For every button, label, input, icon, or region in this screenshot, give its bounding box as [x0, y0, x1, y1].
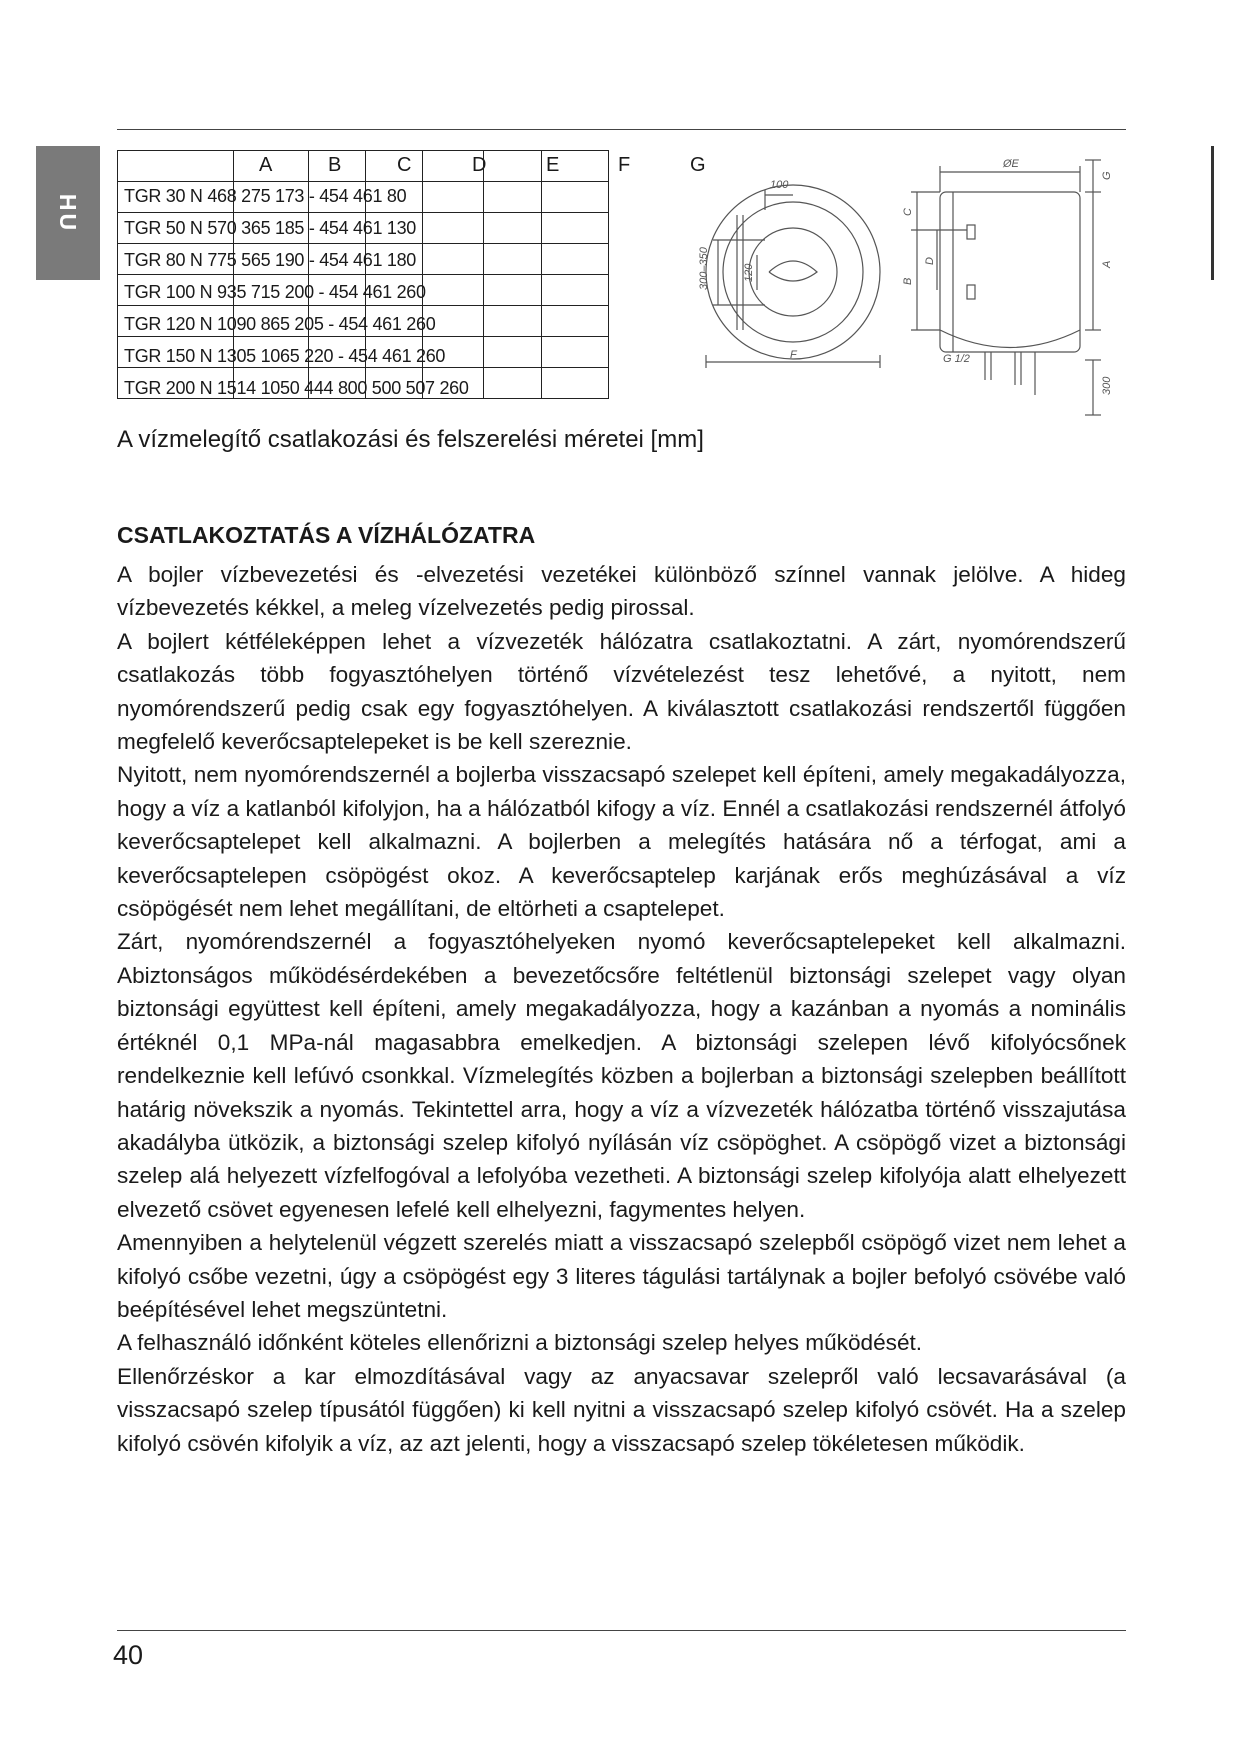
paragraph: A bojler vízbevezetési és -elvezetési vezetékei különböző színnel vannak jelölve. A hideg vízbevezetés kékkel, a meleg vízelvezetés pedig pirossal. — [117, 562, 1126, 621]
paragraph: Amennyiben a helytelenül végzett szerelés miatt a visszacsapó szelepből csöpögő vizet nem lehet a kifolyó csőbe vezetni, úgy a csöpögést egy 3 literes tágulási tartálynak a bojler befolyó csövébe való beépítésével lehet megszüntetni. — [117, 1230, 1126, 1322]
label-a: A — [1101, 260, 1113, 268]
boiler-dimension-drawing — [685, 150, 1135, 425]
margin-mark — [1211, 146, 1214, 280]
label-120: 120 — [743, 263, 755, 282]
language-tab-label: HU — [55, 193, 82, 233]
paragraph: Ellenőrzéskor a kar elmozdításával vagy az anyacsavar szelepről való lecsavarásával (a visszacsapó szelep típusától függően) ki kell nyitni a visszacsapó szelep kifolyó csövét. Ha a szelep kifolyó csövén kifolyik a víz, az azt jelenti, hogy a visszacsapó szelep tökéletesen működik. — [117, 1363, 1126, 1456]
column-header-a: A — [259, 154, 273, 176]
page-number: 40 — [113, 1640, 144, 1670]
column-header-d: D — [472, 154, 487, 176]
table-row-text-tgr120: TGR 120 N 1090 865 205 - 454 461 260 — [124, 314, 436, 334]
table-row-text-tgr200: TGR 200 N 1514 1050 444 800 500 507 260 — [124, 378, 469, 398]
label-c: C — [902, 208, 914, 216]
label-g: G — [1101, 171, 1113, 180]
label-f: F — [790, 349, 797, 361]
label-e: ØE — [1003, 158, 1019, 170]
column-header-g: G — [690, 154, 706, 176]
figure-caption: A vízmelegítő csatlakozási és felszerelési méretei [mm] — [117, 426, 704, 453]
header-rule — [117, 129, 1126, 130]
label-300-350: 300–350 — [698, 247, 710, 290]
label-100: 100 — [770, 179, 789, 191]
label-b: B — [902, 277, 914, 285]
boiler-outer-circle — [706, 185, 880, 359]
table-row-text-tgr30: TGR 30 N 468 275 173 - 454 461 80 — [124, 186, 407, 206]
section-body — [117, 558, 1126, 1460]
paragraph: Nyitott, nem nyomórendszernél a bojlerba visszacsapó szelepet kell építeni, amely megakadályozza, hogy a víz a katlanból kifolyjon, ha a hálózatból kifogy a víz. Ennél a csatlakozási rendszernél átfolyó keverőcsaptelepet kell alkalmazni. A bojlerben a melegítés hatására nő a térfogat, ami a keverőcsaptelepen csöpögést okoz. A keverőcsaptelep karjának erős meghúzásával a víz csöpögését nem lehet megállítani, de eltörheti a csaptelepet. — [117, 762, 1126, 922]
label-d: D — [924, 257, 936, 265]
boiler-flange-circle — [749, 228, 837, 316]
column-header-f: F — [618, 154, 631, 176]
table-row-text-tgr100: TGR 100 N 935 715 200 - 454 461 260 — [124, 282, 426, 302]
column-header-e: E — [546, 154, 560, 176]
column-header-b: B — [328, 154, 342, 176]
table-header-row — [118, 151, 609, 182]
language-tab — [36, 146, 100, 280]
footer-rule — [117, 1630, 1126, 1631]
table-row-text-tgr50: TGR 50 N 570 365 185 - 454 461 130 — [124, 218, 417, 238]
column-header-c: C — [397, 154, 412, 176]
paragraph: A bojlert kétféleképpen lehet a vízvezeték hálózatra csatlakoztatni. A zárt, nyomórendszerű csatlakozás több fogyasztóhelyen történő vízvételezést tesz lehetővé, a nyitott, nem nyomórendszerű pedig csak egy fogyasztóhelyen. A kiválasztott csatlakozási rendszertől függően megfelelő keverőcsaptelepeket is be kell szereznie. — [117, 628, 1126, 755]
heater-element — [769, 261, 817, 281]
label-g-half: G 1/2 — [943, 353, 970, 365]
boiler-side-body — [940, 192, 1080, 352]
section-title: CSATLAKOZTATÁS A VÍZHÁLÓZATRA — [117, 522, 536, 548]
paragraph: Zárt, nyomórendszernél a fogyasztóhelyeken nyomó keverőcsaptelepeket kell alkalmazni. Abiztonságos működésérdekében a bevezetőcsőre feltétlenül biztonsági szelepet vagy olyan biztonsági együttest kell építeni, amely megakadályozza, hogy a kazánban a nyomás a nominális értéknél 0,1 MPa-nál magasabbra emelkedjen. A biztonsági szelepen lévő kifolyócsőnek rendelkeznie kell lefúvó csonkkal. Vízmelegítés közben a bojlerban a biztonsági szelepben beállított határig növekszik a nyomás. Tekintettel arra, hogy a víz a vízvezeték hálózatba történő visszajutása akadályba ütközik, a biztonsági szelep kifolyó nyílásán víz csöpöghet. A csöpögő vizet a biztonsági szelep alá helyezett vízfelfogóval a lefolyóba vezetheti. A biztonsági szelep kifolyója alatt elhelyezett elvezető csövet egyenesen lefelé kell elhelyezni, fagymentes helyen. — [117, 929, 1126, 1222]
table-row-text-tgr80: TGR 80 N 775 565 190 - 454 461 180 — [124, 250, 417, 270]
table-row-text-tgr150: TGR 150 N 1305 1065 220 - 454 461 260 — [124, 346, 446, 366]
label-300: 300 — [1101, 376, 1113, 395]
paragraph: A felhasználó időnként köteles ellenőrizni a biztonsági szelep helyes működését. — [117, 1330, 923, 1356]
